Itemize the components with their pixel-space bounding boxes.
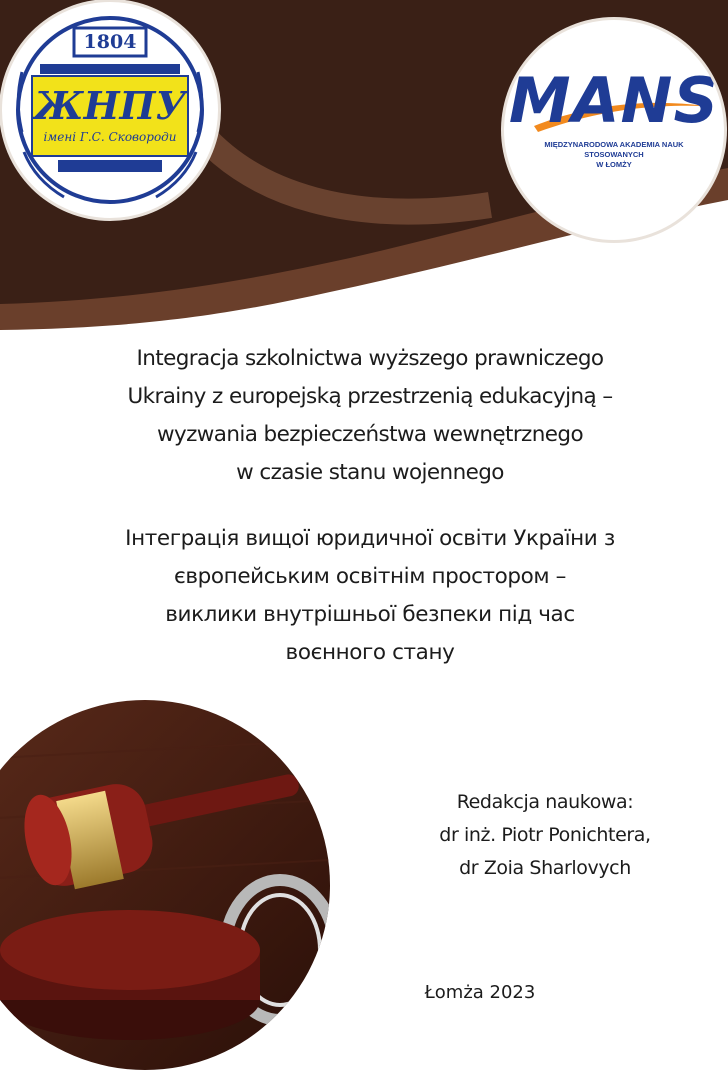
university-seal-logo bbox=[2, 2, 218, 218]
title-ua-line: європейським освітнім простором – bbox=[173, 564, 567, 589]
title-pl-line: Ukrainy z europejską przestrzenią edukacyjną – bbox=[127, 384, 613, 409]
title-ua-line: воєнного стану bbox=[285, 640, 455, 665]
mans-subtitle-line1: MIĘDZYNARODOWA AKADEMIA NAUK STOSOWANYCH bbox=[544, 140, 684, 159]
mans-logo bbox=[504, 20, 724, 240]
mans-wordmark: MANS bbox=[508, 64, 720, 137]
seal-name: імені Г.С. Сковороди bbox=[43, 130, 177, 144]
editor-name: dr inż. Piotr Ponichtera, bbox=[439, 824, 651, 846]
mans-subtitle bbox=[514, 140, 714, 170]
editors-block bbox=[380, 786, 710, 885]
title-ua-line: виклики внутрішньої безпеки під час bbox=[165, 602, 575, 627]
seal-abbreviation: ЖНПУ bbox=[33, 83, 187, 128]
title-pl-line: Integracja szkolnictwa wyższego prawniczego bbox=[136, 346, 604, 371]
place-year: Łomża 2023 bbox=[424, 982, 536, 1003]
title-pl-line: w czasie stanu wojennego bbox=[236, 460, 504, 485]
title-polish bbox=[60, 340, 680, 492]
title-pl-line: wyzwania bezpieczeństwa wewnętrznego bbox=[156, 422, 584, 447]
seal-year: 1804 bbox=[83, 31, 137, 53]
title-ua-line: Інтеграція вищої юридичної освіти України з bbox=[125, 526, 615, 551]
title-ukrainian bbox=[60, 520, 680, 672]
editor-name: dr Zoia Sharlovych bbox=[459, 857, 631, 879]
gavel-photo bbox=[0, 700, 330, 1070]
editors-heading: Redakcja naukowa: bbox=[456, 791, 634, 813]
mans-subtitle-line2: W ŁOMŻY bbox=[596, 160, 632, 169]
